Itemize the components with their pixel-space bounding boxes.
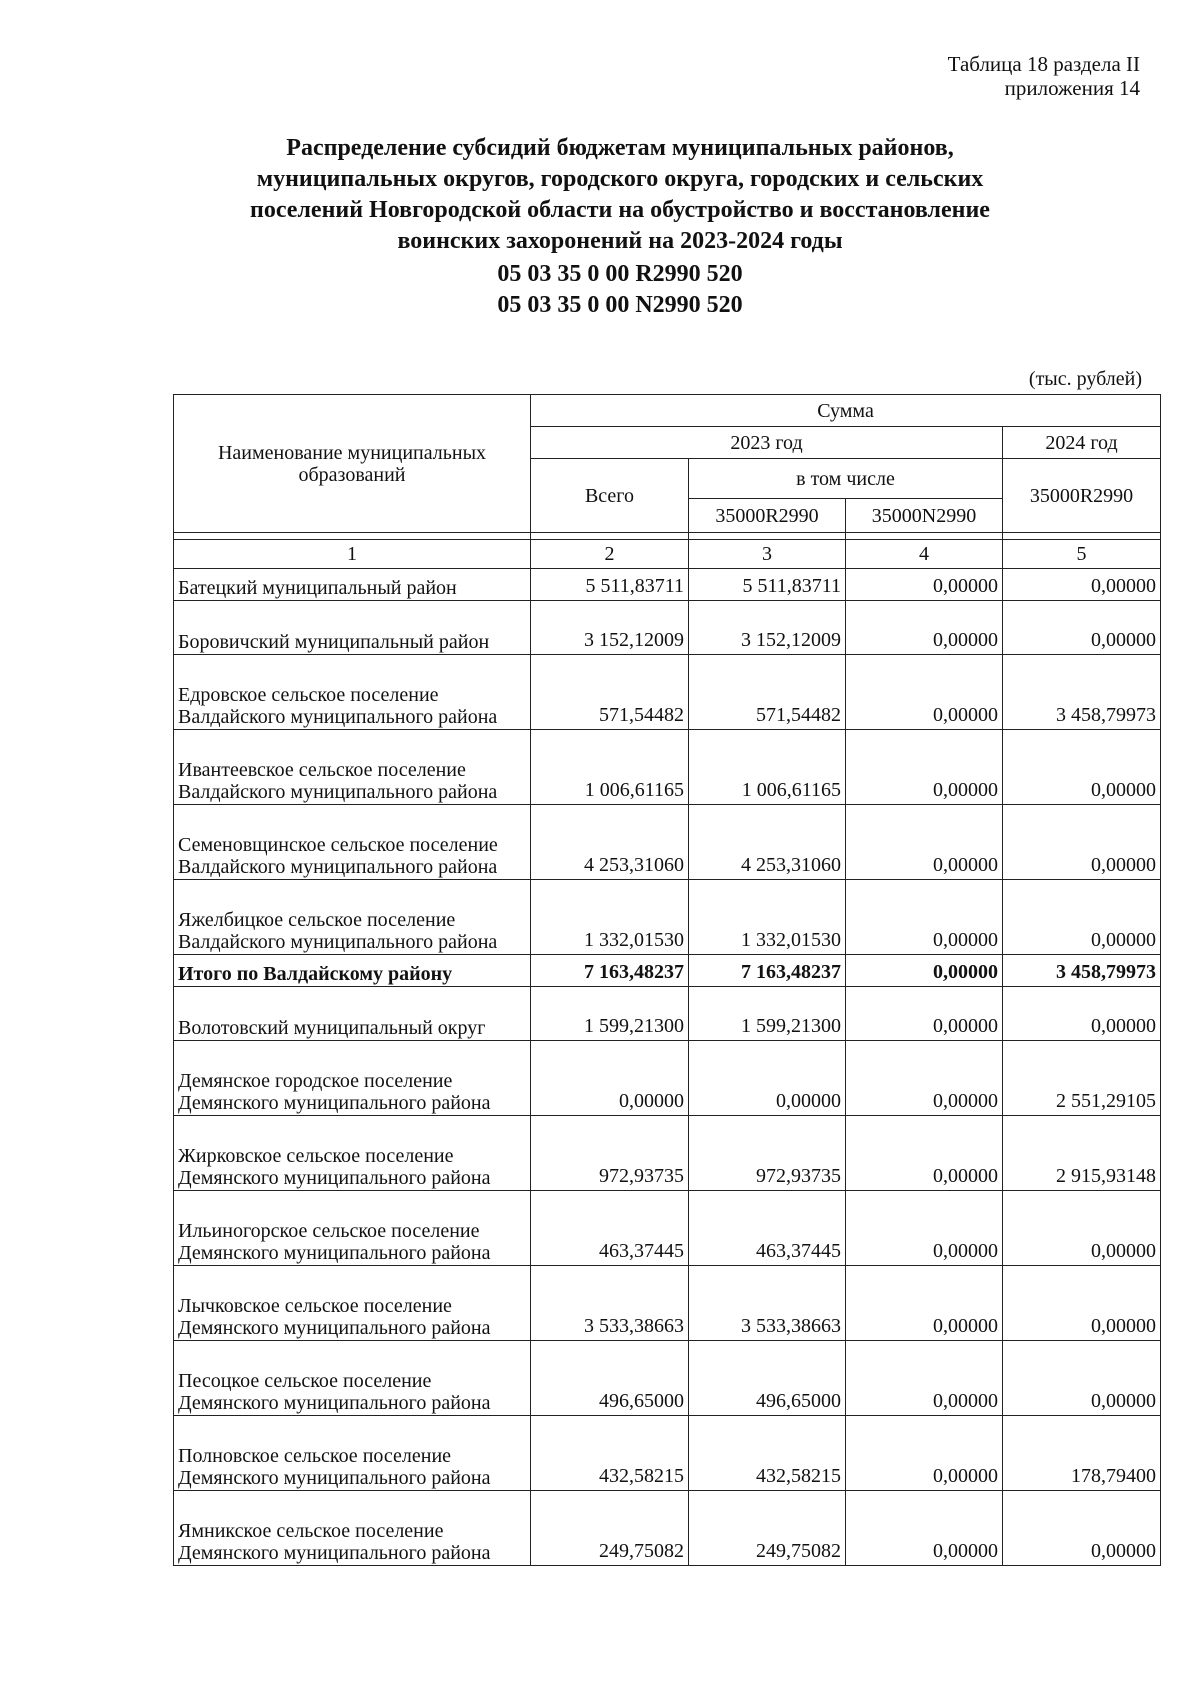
n2990-2023-value: 0,00000	[846, 1116, 1003, 1191]
table-row	[174, 569, 1161, 601]
n2990-2023-value: 0,00000	[846, 987, 1003, 1041]
municipality-name: Итого по Валдайскому району	[174, 955, 531, 987]
header-code-2024: 35000R2990	[1003, 459, 1161, 533]
title-line: Распределение субсидий бюджетам муниципальных районов,	[286, 135, 954, 161]
header-including: в том числе	[689, 459, 1003, 499]
r2990-2023-value: 5 511,83711	[689, 569, 846, 601]
table-row	[174, 880, 1161, 955]
municipality-name: Семеновщинское сельское поселение Валдайского муниципального района	[174, 805, 531, 880]
header-total: Всего	[531, 459, 689, 533]
r2990-2023-value: 4 253,31060	[689, 805, 846, 880]
r2990-2023-value: 0,00000	[689, 1041, 846, 1116]
n2990-2023-value: 0,00000	[846, 1416, 1003, 1491]
r2990-2023-value: 249,75082	[689, 1491, 846, 1566]
total-2023-value: 571,54482	[531, 655, 689, 730]
table-row	[174, 1341, 1161, 1416]
r2990-2024-value: 2 551,29105	[1003, 1041, 1161, 1116]
total-2023-value: 496,65000	[531, 1341, 689, 1416]
municipality-name: Песоцкое сельское поселение Демянского муниципального района	[174, 1341, 531, 1416]
table-row	[174, 1116, 1161, 1191]
n2990-2023-value: 0,00000	[846, 880, 1003, 955]
header-code-n2990: 35000N2990	[846, 499, 1003, 533]
municipality-name: Батецкий муниципальный район	[174, 569, 531, 601]
column-number: 1	[174, 540, 531, 569]
total-2023-value: 249,75082	[531, 1491, 689, 1566]
title-line: поселений Новгородской области на обустройство и восстановление	[250, 197, 990, 223]
total-2023-value: 1 599,21300	[531, 987, 689, 1041]
total-2023-value: 3 533,38663	[531, 1266, 689, 1341]
r2990-2023-value: 972,93735	[689, 1116, 846, 1191]
table-row	[174, 730, 1161, 805]
n2990-2023-value: 0,00000	[846, 1341, 1003, 1416]
r2990-2024-value: 3 458,79973	[1003, 955, 1161, 987]
table-reference-line2: приложения 14	[1004, 76, 1140, 100]
r2990-2023-value: 3 152,12009	[689, 601, 846, 655]
n2990-2023-value: 0,00000	[846, 955, 1003, 987]
r2990-2023-value: 432,58215	[689, 1416, 846, 1491]
budget-code: 05 03 35 0 00 N2990 520	[497, 292, 743, 318]
n2990-2023-value: 0,00000	[846, 730, 1003, 805]
n2990-2023-value: 0,00000	[846, 1491, 1003, 1566]
subsidy-table	[173, 394, 1161, 1566]
r2990-2023-value: 3 533,38663	[689, 1266, 846, 1341]
table-row	[174, 1041, 1161, 1116]
r2990-2024-value: 0,00000	[1003, 601, 1161, 655]
r2990-2023-value: 1 599,21300	[689, 987, 846, 1041]
r2990-2024-value: 0,00000	[1003, 1341, 1161, 1416]
municipality-name: Полновское сельское поселение Демянского муниципального района	[174, 1416, 531, 1491]
r2990-2024-value: 3 458,79973	[1003, 655, 1161, 730]
table-row	[174, 1416, 1161, 1491]
r2990-2023-value: 496,65000	[689, 1341, 846, 1416]
column-number-row	[174, 540, 1161, 569]
n2990-2023-value: 0,00000	[846, 805, 1003, 880]
n2990-2023-value: 0,00000	[846, 569, 1003, 601]
total-2023-value: 463,37445	[531, 1191, 689, 1266]
n2990-2023-value: 0,00000	[846, 1266, 1003, 1341]
municipality-name: Жирковское сельское поселение Демянского муниципального района	[174, 1116, 531, 1191]
r2990-2024-value: 0,00000	[1003, 880, 1161, 955]
title-line: муниципальных округов, городского округа, городских и сельских	[256, 166, 984, 192]
municipality-name: Ямникское сельское поселение Демянского муниципального района	[174, 1491, 531, 1566]
document-title	[180, 133, 1060, 321]
municipality-name: Боровичский муниципальный район	[174, 601, 531, 655]
r2990-2023-value: 1 332,01530	[689, 880, 846, 955]
total-2023-value: 1 006,61165	[531, 730, 689, 805]
r2990-2024-value: 0,00000	[1003, 1266, 1161, 1341]
total-2023-value: 5 511,83711	[531, 569, 689, 601]
r2990-2024-value: 0,00000	[1003, 1191, 1161, 1266]
n2990-2023-value: 0,00000	[846, 655, 1003, 730]
r2990-2023-value: 571,54482	[689, 655, 846, 730]
budget-code: 05 03 35 0 00 R2990 520	[497, 261, 743, 287]
table-row	[174, 655, 1161, 730]
total-2023-value: 0,00000	[531, 1041, 689, 1116]
table-row	[174, 987, 1161, 1041]
table-total-row	[174, 955, 1161, 987]
header-year-2024: 2024 год	[1003, 427, 1161, 459]
n2990-2023-value: 0,00000	[846, 1041, 1003, 1116]
r2990-2023-value: 1 006,61165	[689, 730, 846, 805]
table-row	[174, 1266, 1161, 1341]
total-2023-value: 1 332,01530	[531, 880, 689, 955]
table-body	[174, 533, 1161, 1566]
header-year-2023: 2023 год	[531, 427, 1003, 459]
table-row	[174, 805, 1161, 880]
municipality-name: Яжелбицкое сельское поселение Валдайского муниципального района	[174, 880, 531, 955]
total-2023-value: 7 163,48237	[531, 955, 689, 987]
header-code-r2990: 35000R2990	[689, 499, 846, 533]
municipality-name: Лычковское сельское поселение Демянского муниципального района	[174, 1266, 531, 1341]
title-line: воинских захоронений на 2023-2024 годы	[397, 228, 843, 254]
r2990-2024-value: 0,00000	[1003, 987, 1161, 1041]
municipality-name: Едровское сельское поселение Валдайского муниципального района	[174, 655, 531, 730]
municipality-name: Ильиногорское сельское поселение Демянского муниципального района	[174, 1191, 531, 1266]
n2990-2023-value: 0,00000	[846, 601, 1003, 655]
r2990-2023-value: 7 163,48237	[689, 955, 846, 987]
column-number: 2	[531, 540, 689, 569]
total-2023-value: 4 253,31060	[531, 805, 689, 880]
table-header	[174, 395, 1161, 533]
header-name: Наименование муниципальных образований	[174, 395, 531, 533]
r2990-2024-value: 0,00000	[1003, 730, 1161, 805]
total-2023-value: 432,58215	[531, 1416, 689, 1491]
column-number: 3	[689, 540, 846, 569]
municipality-name: Демянское городское поселение Демянского муниципального района	[174, 1041, 531, 1116]
r2990-2024-value: 0,00000	[1003, 569, 1161, 601]
table-row	[174, 1191, 1161, 1266]
table-row	[174, 1491, 1161, 1566]
r2990-2024-value: 178,79400	[1003, 1416, 1161, 1491]
r2990-2024-value: 0,00000	[1003, 805, 1161, 880]
municipality-name: Ивантеевское сельское поселение Валдайского муниципального района	[174, 730, 531, 805]
header-sum: Сумма	[531, 395, 1161, 427]
column-number: 4	[846, 540, 1003, 569]
table-reference-line1: Таблица 18 раздела II	[947, 52, 1140, 76]
total-2023-value: 3 152,12009	[531, 601, 689, 655]
r2990-2023-value: 463,37445	[689, 1191, 846, 1266]
table-row	[174, 601, 1161, 655]
n2990-2023-value: 0,00000	[846, 1191, 1003, 1266]
r2990-2024-value: 2 915,93148	[1003, 1116, 1161, 1191]
r2990-2024-value: 0,00000	[1003, 1491, 1161, 1566]
units-label: (тыс. рублей)	[1028, 368, 1142, 390]
total-2023-value: 972,93735	[531, 1116, 689, 1191]
table-reference	[740, 52, 1140, 100]
municipality-name: Волотовский муниципальный округ	[174, 987, 531, 1041]
column-number: 5	[1003, 540, 1161, 569]
